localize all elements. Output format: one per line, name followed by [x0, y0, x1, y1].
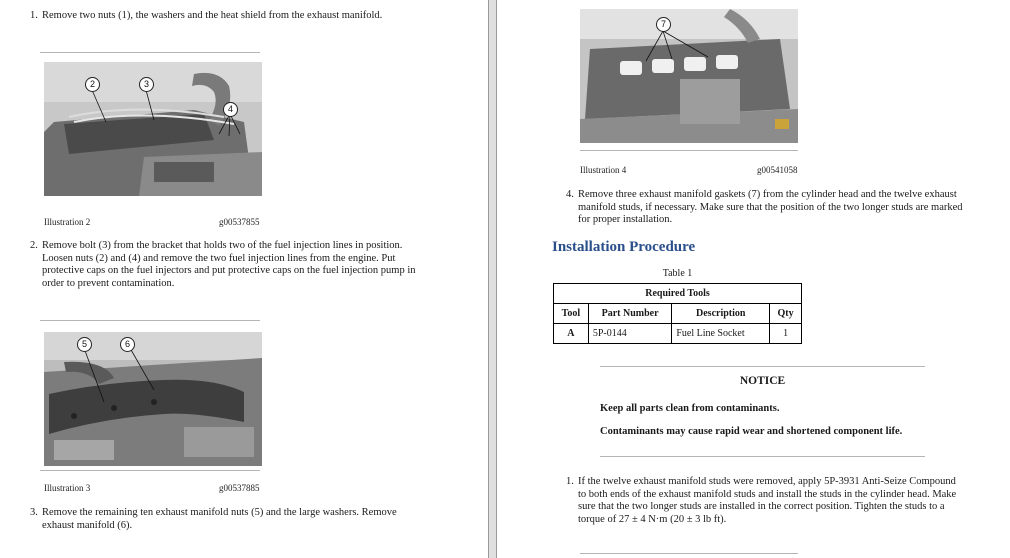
step-4 — [566, 189, 1004, 229]
illustration-4-photo — [580, 9, 798, 143]
step-text — [578, 189, 1004, 227]
illustration-4-label: Illustration 4 — [580, 165, 627, 175]
divider — [580, 150, 798, 151]
engine-photo-graphic — [44, 332, 262, 466]
notice-line: Keep all parts clean from contaminants. — [600, 403, 780, 414]
step-number: 2. — [30, 240, 38, 251]
column-header: Qty — [770, 304, 802, 324]
table-cell: 1 — [770, 324, 802, 344]
illustration-2-code: g00537855 — [219, 217, 260, 227]
column-header: Description — [672, 304, 770, 324]
engine-photo-graphic — [580, 9, 798, 143]
step-number: 4. — [566, 189, 574, 200]
callout-7: 7 — [656, 17, 671, 32]
step-line: exhaust manifold (6). — [42, 519, 133, 531]
table-cell: 5P-0144 — [588, 324, 671, 344]
step-line: for proper installation. — [578, 214, 673, 225]
step-1 — [30, 10, 480, 24]
step-line: manifold studs, if necessary. Make sure that the position of the two longer studs are marked — [578, 201, 963, 213]
step-line: order to prevent contamination. — [42, 277, 175, 289]
table-caption: Table 1 — [662, 268, 693, 279]
divider — [40, 52, 260, 53]
callout-3: 3 — [139, 77, 154, 92]
notice-bottom-rule — [600, 456, 925, 457]
step-line: Remove three exhaust manifold gaskets (7) from the cylinder head and the twelve exhaust — [578, 189, 957, 200]
illustration-2-photo — [44, 62, 262, 196]
step-text — [578, 476, 1004, 526]
step-number: 1. — [566, 476, 574, 487]
callout-5: 5 — [77, 337, 92, 352]
step-3 — [30, 507, 480, 535]
required-tools-table — [553, 283, 802, 344]
notice-line: Contaminants may cause rapid wear and shortened component life. — [600, 426, 903, 437]
left-page — [0, 0, 488, 558]
step-line: If the twelve exhaust manifold studs were removed, apply 5P-3931 Anti-Seize Compound — [578, 476, 956, 487]
callout-4: 4 — [223, 102, 238, 117]
step-number: 1. — [30, 10, 38, 21]
table-cell: Fuel Line Socket — [672, 324, 770, 344]
notice-title: NOTICE — [739, 375, 786, 387]
table-header-row — [554, 304, 802, 324]
step-line: to both ends of the exhaust manifold studs and install the studs in the cylinder head. Make — [578, 488, 957, 500]
callout-6: 6 — [120, 337, 135, 352]
step-line: Loosen nuts (2) and (4) and remove the two fuel injection lines from the engine. Put — [42, 252, 396, 264]
table-cell: A — [554, 324, 589, 344]
step-2 — [30, 240, 480, 292]
column-header: Tool — [554, 304, 589, 324]
step-text — [42, 240, 480, 290]
table-title-row — [554, 284, 802, 304]
step-text — [42, 507, 480, 532]
step-line: Remove the remaining ten exhaust manifold nuts (5) and the large washers. Remove — [42, 507, 397, 518]
illustration-2-label: Illustration 2 — [44, 217, 91, 227]
illustration-3-label: Illustration 3 — [44, 483, 91, 493]
page-gutter — [488, 0, 497, 558]
step-line: torque of 27 ± 4 N·m (20 ± 3 lb ft). — [578, 513, 727, 525]
step-number: 3. — [30, 507, 38, 518]
callout-2: 2 — [85, 77, 100, 92]
column-header: Part Number — [588, 304, 671, 324]
illustration-3-code: g00537885 — [219, 483, 260, 493]
step-line: Remove bolt (3) from the bracket that holds two of the fuel injection lines in position. — [42, 240, 403, 251]
divider — [580, 553, 798, 554]
right-page — [497, 0, 1010, 558]
notice-top-rule — [600, 366, 925, 367]
illustration-4-code: g00541058 — [757, 165, 798, 175]
install-step-1 — [566, 476, 1004, 530]
step-text: Remove two nuts (1), the washers and the heat shield from the exhaust manifold. — [42, 10, 383, 21]
divider — [40, 320, 260, 321]
step-line: protective caps on the fuel injectors and put protective caps on the fuel injection pump in — [42, 265, 416, 276]
divider — [40, 470, 260, 471]
table-row — [554, 324, 802, 344]
illustration-3-photo — [44, 332, 262, 466]
table-title: Required Tools — [554, 284, 802, 304]
step-line: sure that the two longer studs are installed in the correct position. Tighten the studs to a — [578, 501, 945, 512]
section-heading: Installation Procedure — [552, 239, 696, 255]
